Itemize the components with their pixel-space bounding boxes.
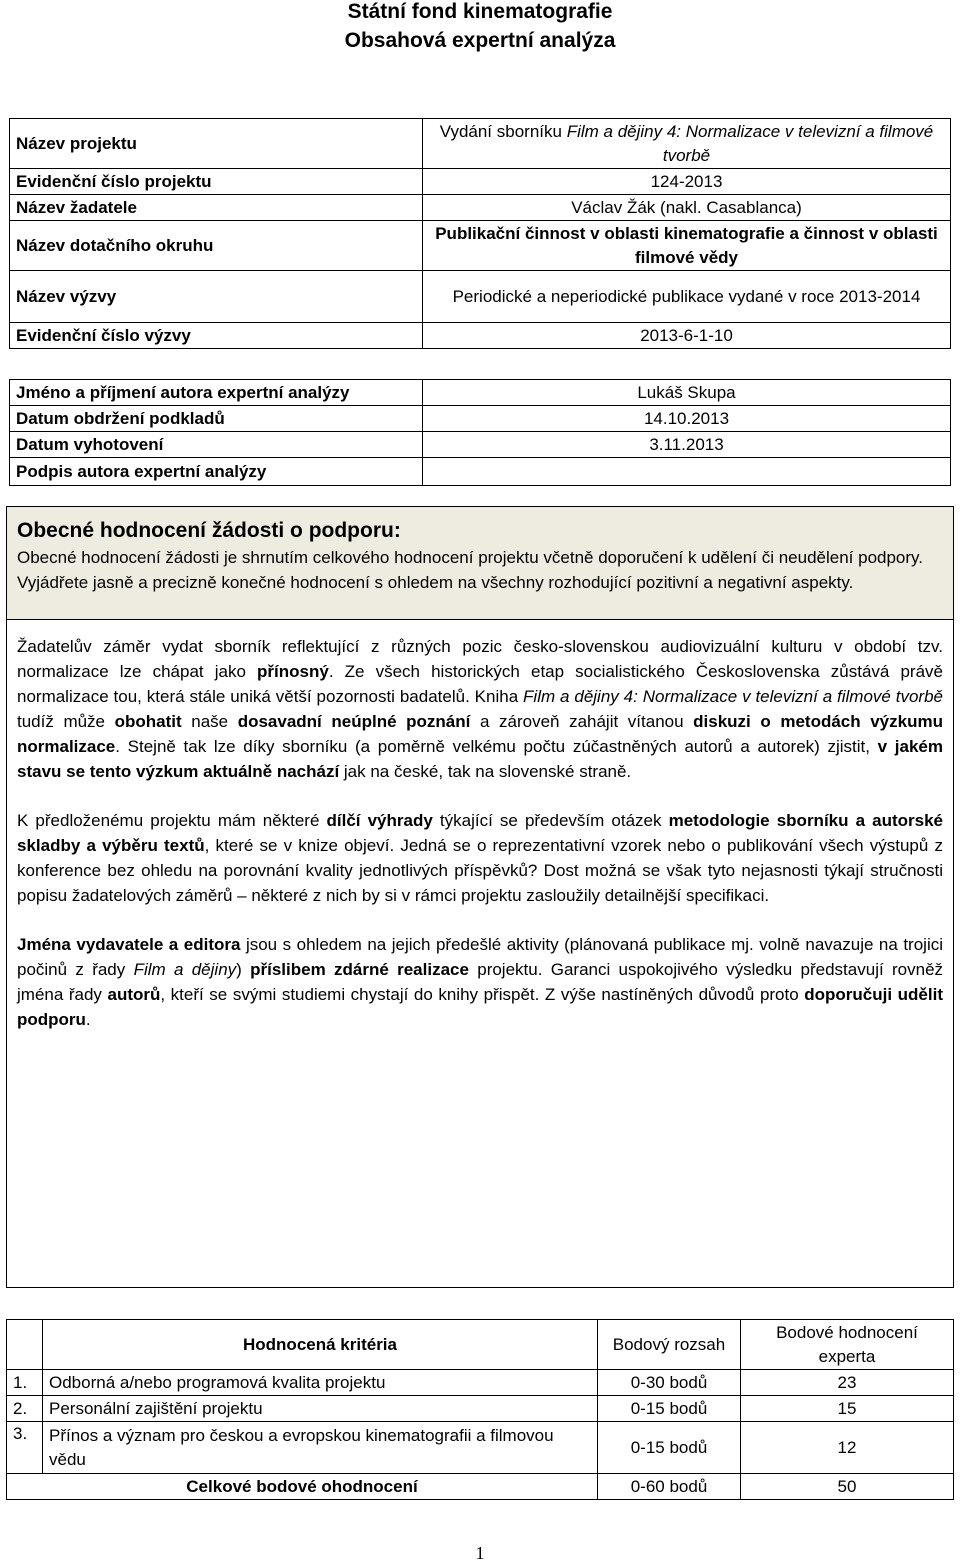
author-info-table [9,379,951,486]
table-row [10,406,951,432]
table-row [10,119,951,169]
table-row [10,432,951,458]
call-number-value: 2013-6-1-10 [423,323,951,349]
criterion-name: Přínos a význam pro českou a evropskou kinematografii a filmovou vědu [43,1422,598,1474]
criterion-score: 23 [741,1370,954,1396]
range-header: Bodový rozsah [598,1320,741,1370]
table-row [7,1396,954,1422]
table-row [7,1370,954,1396]
doc-subtitle: Obsahová expertní analýza [344,29,616,52]
call-name-label: Název výzvy [10,271,423,323]
evaluation-paragraph-2: K předloženému projektu mám některé dílčí výhrady týkající se především otázek metodologie sborníku a autorské skladby a výběru textů, které se v knize objeví. Jedná se o reprezentativní vzorek nebo o publikování všech výstupů z konference bez ohledu na porovnání kvality jednotlivých příspěvků? Dost možná se však tyto nejasnosti týkají stručnosti popisu žadatelových záměrů – některé z nich by si v rámci projektu zasloužily detailnější specifikaci. [17,811,944,905]
score-header: Bodové hodnocení experta [741,1320,954,1370]
received-date-value: 14.10.2013 [423,406,951,432]
criterion-score: 15 [741,1396,954,1422]
author-name-label: Jméno a příjmení autora expertní analýzy [10,380,423,406]
received-date-label: Datum obdržení podkladů [10,406,423,432]
project-info-table [9,118,951,349]
evaluation-paragraph-1: Žadatelův záměr vydat sborník reflektující z různých pozic česko-slovenskou audiovizuální kulturu v období tzv. normalizace lze chápat jako přínosný. Ze všech historických etap socialistického Československa zůstává právě normalizace tou, která stále uniká větší pozornosti badatelů. Kniha Film a dějiny 4: Normalizace v televizní a filmové tvorbě tudíž může obohatit naše dosavadní neúplné poznání a zároveň zahájit vítanou diskuzi o metodách výzkumu normalizace. Stejně tak lze díky sborníku (a poměrně velkému počtu zúčastněných autorů a autorek) zjistit, v jakém stavu se tento výzkum aktuálně nachází jak na české, tak na slovenské straně. [17,637,944,781]
grant-area-label: Název dotačního okruhu [10,221,423,271]
table-row [7,1474,954,1500]
table-row [10,380,951,406]
table-row [10,169,951,195]
criterion-score: 12 [741,1422,954,1474]
call-name-value: Periodické a neperiodické publikace vydané v roce 2013-2014 [423,271,951,323]
project-number-label: Evidenční číslo projektu [10,169,423,195]
table-row [10,195,951,221]
project-name-value: Vydání sborníku Film a dějiny 4: Normalizace v televizní a filmové tvorbě [423,119,951,169]
applicant-label: Název žadatele [10,195,423,221]
row-number: 3. [7,1422,43,1474]
signature-label: Podpis autora expertní analýzy [10,458,423,486]
criterion-range: 0-15 bodů [598,1422,741,1474]
evaluation-body [6,619,954,1288]
table-row [7,1320,954,1370]
doc-title: Státní fond kinematografie [347,0,613,23]
table-row [10,271,951,323]
applicant-value: Václav Žák (nakl. Casablanca) [423,195,951,221]
total-range: 0-60 bodů [598,1474,741,1500]
criterion-name: Odborná a/nebo programová kvalita projektu [43,1370,598,1396]
project-name-label: Název projektu [10,119,423,169]
criterion-range: 0-15 bodů [598,1396,741,1422]
signature-value [423,458,951,486]
total-label: Celkové bodové ohodnocení [7,1474,598,1500]
table-row [10,458,951,486]
table-row [10,323,951,349]
call-number-label: Evidenční číslo výzvy [10,323,423,349]
evaluation-paragraph-3: Jména vydavatele a editora jsou s ohledem na jejich předešlé aktivity (plánovaná publikace mj. volně navazuje na trojici počinů z řady Film a dějiny) příslibem zdárné realizace projektu. Garanci uspokojivého výsledku představují rovněž jména řady autorů, kteří se svými studiemi chystají do knihy přispět. Z výše nastíněných důvodů proto doporučuji udělit podporu. [17,935,944,1029]
completion-date-value: 3.11.2013 [423,432,951,458]
criteria-header: Hodnocená kritéria [43,1320,598,1370]
table-row [10,221,951,271]
row-number: 2. [7,1396,43,1422]
project-number-value: 124-2013 [423,169,951,195]
author-name-value: Lukáš Skupa [423,380,951,406]
table-row [7,1422,954,1474]
evaluation-title: Obecné hodnocení žádosti o podporu: [17,519,401,542]
row-number: 1. [7,1370,43,1396]
page-number: 1 [475,1543,485,1563]
criterion-range: 0-30 bodů [598,1370,741,1396]
grant-area-value: Publikační činnost v oblasti kinematografie a činnost v oblasti filmové vědy [423,221,951,271]
total-score: 50 [741,1474,954,1500]
criterion-name: Personální zajištění projektu [43,1396,598,1422]
criteria-table [6,1319,954,1500]
evaluation-header [6,506,954,620]
evaluation-description: Obecné hodnocení žádosti je shrnutím celkového hodnocení projektu včetně doporučení k udělení či neudělení podpory. Vyjádřete jasně a precizně konečné hodnocení s ohledem na všechny rozhodující pozitivní a negativní aspekty. [17,548,924,592]
completion-date-label: Datum vyhotovení [10,432,423,458]
